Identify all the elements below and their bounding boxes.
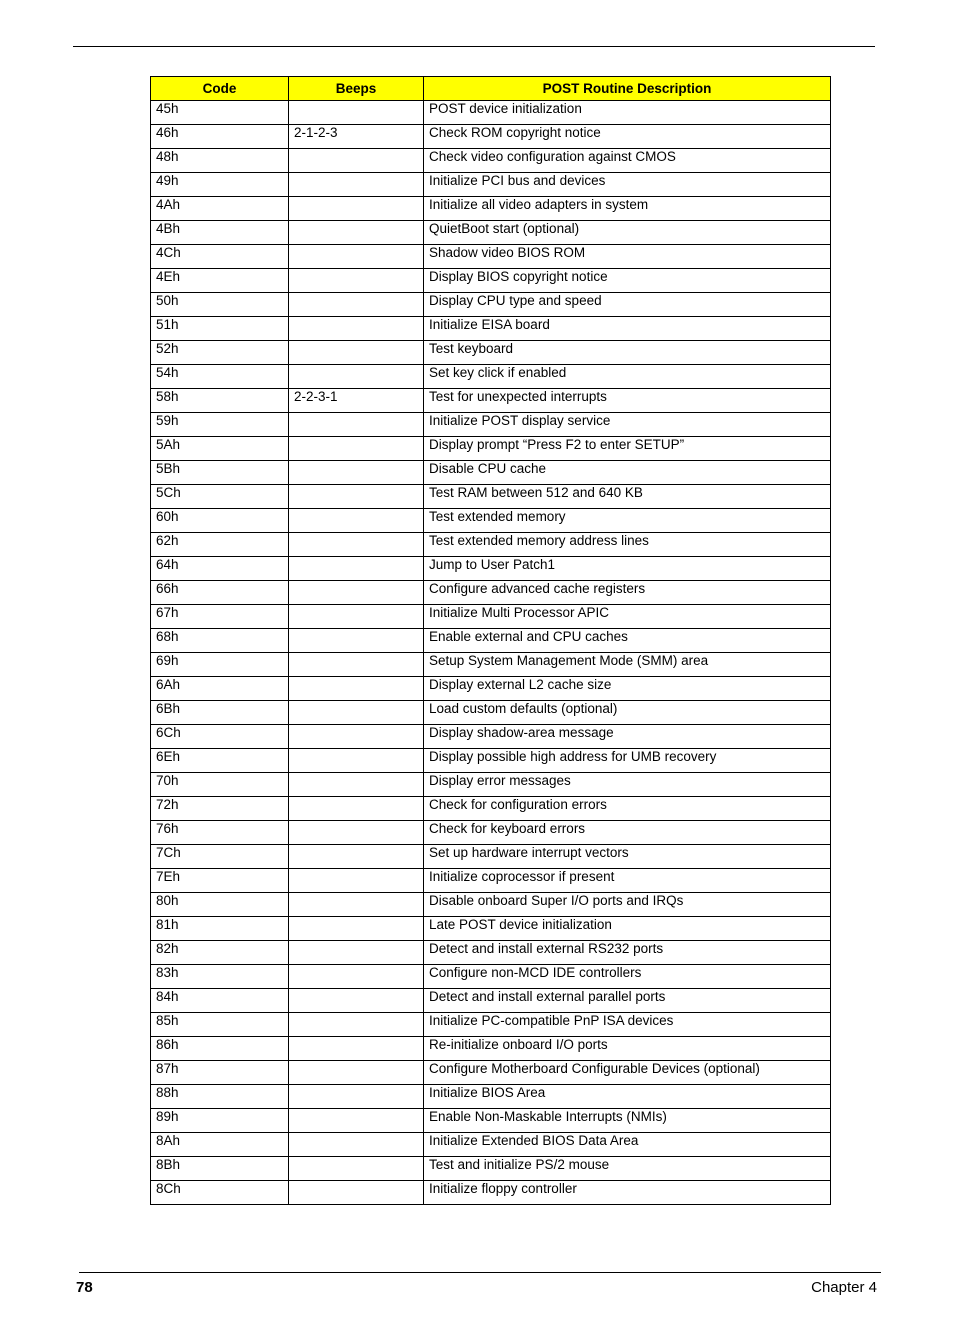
cell-description: Late POST device initialization (424, 917, 831, 941)
cell-description: Disable onboard Super I/O ports and IRQs (424, 893, 831, 917)
cell-code: 64h (151, 557, 289, 581)
cell-description: Enable external and CPU caches (424, 629, 831, 653)
cell-code: 70h (151, 773, 289, 797)
cell-code: 89h (151, 1109, 289, 1133)
table-row (151, 341, 831, 365)
cell-description: Initialize BIOS Area (424, 1085, 831, 1109)
cell-code: 59h (151, 413, 289, 437)
cell-code: 80h (151, 893, 289, 917)
cell-code: 5Ah (151, 437, 289, 461)
cell-description: Initialize EISA board (424, 317, 831, 341)
cell-beeps (289, 269, 424, 293)
table-row (151, 1061, 831, 1085)
table-row (151, 437, 831, 461)
table-row (151, 365, 831, 389)
cell-description: Display error messages (424, 773, 831, 797)
table-row (151, 821, 831, 845)
column-header-beeps: Beeps (289, 77, 424, 101)
cell-description: Initialize all video adapters in system (424, 197, 831, 221)
cell-description: Initialize floppy controller (424, 1181, 831, 1205)
cell-description: Display possible high address for UMB recovery (424, 749, 831, 773)
cell-beeps: 2-2-3-1 (289, 389, 424, 413)
cell-description: Enable Non-Maskable Interrupts (NMIs) (424, 1109, 831, 1133)
cell-description: Re-initialize onboard I/O ports (424, 1037, 831, 1061)
table-row (151, 845, 831, 869)
cell-beeps (289, 1085, 424, 1109)
cell-description: Initialize Multi Processor APIC (424, 605, 831, 629)
cell-code: 4Eh (151, 269, 289, 293)
table-row (151, 1157, 831, 1181)
table-row (151, 749, 831, 773)
cell-code: 6Bh (151, 701, 289, 725)
cell-description: Check ROM copyright notice (424, 125, 831, 149)
cell-description: Initialize POST display service (424, 413, 831, 437)
cell-code: 81h (151, 917, 289, 941)
cell-beeps (289, 749, 424, 773)
cell-code: 48h (151, 149, 289, 173)
table-row (151, 317, 831, 341)
table-row (151, 941, 831, 965)
cell-beeps (289, 893, 424, 917)
cell-code: 84h (151, 989, 289, 1013)
cell-beeps (289, 149, 424, 173)
cell-description: Test keyboard (424, 341, 831, 365)
table-row (151, 797, 831, 821)
table-row (151, 653, 831, 677)
cell-description: Jump to User Patch1 (424, 557, 831, 581)
cell-beeps (289, 605, 424, 629)
cell-code: 69h (151, 653, 289, 677)
table-row (151, 413, 831, 437)
cell-beeps (289, 629, 424, 653)
cell-description: Setup System Management Mode (SMM) area (424, 653, 831, 677)
cell-description: Set up hardware interrupt vectors (424, 845, 831, 869)
page-number: 78 (76, 1279, 93, 1296)
cell-beeps (289, 845, 424, 869)
cell-code: 86h (151, 1037, 289, 1061)
cell-beeps (289, 1133, 424, 1157)
cell-beeps (289, 821, 424, 845)
cell-code: 8Ch (151, 1181, 289, 1205)
table-row (151, 197, 831, 221)
table-row (151, 461, 831, 485)
cell-description: Display prompt “Press F2 to enter SETUP” (424, 437, 831, 461)
table-row (151, 269, 831, 293)
cell-beeps (289, 917, 424, 941)
cell-description: Display shadow-area message (424, 725, 831, 749)
cell-code: 72h (151, 797, 289, 821)
cell-code: 88h (151, 1085, 289, 1109)
cell-code: 4Ch (151, 245, 289, 269)
cell-description: Check video configuration against CMOS (424, 149, 831, 173)
post-codes-table (150, 76, 831, 1205)
table-row (151, 581, 831, 605)
cell-beeps (289, 485, 424, 509)
chapter-label: Chapter 4 (811, 1279, 877, 1296)
cell-code: 68h (151, 629, 289, 653)
cell-description: Configure non-MCD IDE controllers (424, 965, 831, 989)
cell-description: Test extended memory address lines (424, 533, 831, 557)
cell-description: Initialize coprocessor if present (424, 869, 831, 893)
cell-code: 51h (151, 317, 289, 341)
cell-code: 8Ah (151, 1133, 289, 1157)
cell-description: Check for keyboard errors (424, 821, 831, 845)
cell-beeps (289, 773, 424, 797)
cell-beeps (289, 437, 424, 461)
footer-rule (79, 1272, 881, 1273)
cell-code: 46h (151, 125, 289, 149)
table-row (151, 509, 831, 533)
cell-beeps (289, 101, 424, 125)
cell-beeps (289, 581, 424, 605)
cell-description: Load custom defaults (optional) (424, 701, 831, 725)
cell-code: 49h (151, 173, 289, 197)
table-row (151, 245, 831, 269)
cell-code: 67h (151, 605, 289, 629)
table-row (151, 677, 831, 701)
cell-code: 6Ch (151, 725, 289, 749)
table-row (151, 533, 831, 557)
cell-beeps (289, 509, 424, 533)
cell-beeps (289, 701, 424, 725)
table-row (151, 221, 831, 245)
cell-description: Test extended memory (424, 509, 831, 533)
cell-description: Configure Motherboard Configurable Devices (optional) (424, 1061, 831, 1085)
cell-beeps (289, 221, 424, 245)
header-rule (73, 46, 875, 47)
cell-code: 52h (151, 341, 289, 365)
table-row (151, 149, 831, 173)
table-row (151, 1181, 831, 1205)
cell-description: Display CPU type and speed (424, 293, 831, 317)
cell-code: 58h (151, 389, 289, 413)
table-row (151, 893, 831, 917)
cell-beeps (289, 725, 424, 749)
cell-code: 4Bh (151, 221, 289, 245)
cell-description: Check for configuration errors (424, 797, 831, 821)
table-row (151, 173, 831, 197)
table-row (151, 701, 831, 725)
table-row (151, 629, 831, 653)
cell-beeps: 2-1-2-3 (289, 125, 424, 149)
table-row (151, 389, 831, 413)
cell-beeps (289, 461, 424, 485)
table-row (151, 125, 831, 149)
cell-beeps (289, 533, 424, 557)
table-row (151, 989, 831, 1013)
cell-code: 54h (151, 365, 289, 389)
table-row (151, 605, 831, 629)
cell-description: Test RAM between 512 and 640 KB (424, 485, 831, 509)
table-row (151, 101, 831, 125)
cell-code: 4Ah (151, 197, 289, 221)
table-row (151, 485, 831, 509)
cell-description: Initialize Extended BIOS Data Area (424, 1133, 831, 1157)
table-row (151, 965, 831, 989)
cell-beeps (289, 869, 424, 893)
table-row (151, 917, 831, 941)
cell-beeps (289, 341, 424, 365)
cell-beeps (289, 1157, 424, 1181)
cell-beeps (289, 677, 424, 701)
column-header-code: Code (151, 77, 289, 101)
cell-beeps (289, 1109, 424, 1133)
table-row (151, 773, 831, 797)
cell-beeps (289, 1013, 424, 1037)
cell-beeps (289, 1061, 424, 1085)
cell-description: Detect and install external parallel ports (424, 989, 831, 1013)
cell-beeps (289, 317, 424, 341)
cell-beeps (289, 653, 424, 677)
cell-description: POST device initialization (424, 101, 831, 125)
cell-beeps (289, 941, 424, 965)
table-row (151, 557, 831, 581)
cell-description: Test and initialize PS/2 mouse (424, 1157, 831, 1181)
cell-code: 66h (151, 581, 289, 605)
table-row (151, 1013, 831, 1037)
column-header-description: POST Routine Description (424, 77, 831, 101)
cell-code: 82h (151, 941, 289, 965)
cell-beeps (289, 245, 424, 269)
cell-beeps (289, 173, 424, 197)
cell-code: 5Ch (151, 485, 289, 509)
table-row (151, 293, 831, 317)
table-row (151, 725, 831, 749)
cell-code: 83h (151, 965, 289, 989)
cell-beeps (289, 557, 424, 581)
table-row (151, 1109, 831, 1133)
cell-description: Display BIOS copyright notice (424, 269, 831, 293)
cell-beeps (289, 989, 424, 1013)
table-body (151, 101, 831, 1205)
cell-code: 7Eh (151, 869, 289, 893)
cell-code: 7Ch (151, 845, 289, 869)
cell-description: Display external L2 cache size (424, 677, 831, 701)
cell-beeps (289, 1037, 424, 1061)
cell-description: Initialize PCI bus and devices (424, 173, 831, 197)
cell-description: Configure advanced cache registers (424, 581, 831, 605)
cell-code: 85h (151, 1013, 289, 1037)
cell-code: 60h (151, 509, 289, 533)
cell-description: Disable CPU cache (424, 461, 831, 485)
cell-beeps (289, 365, 424, 389)
cell-beeps (289, 413, 424, 437)
cell-beeps (289, 197, 424, 221)
cell-beeps (289, 797, 424, 821)
cell-description: Shadow video BIOS ROM (424, 245, 831, 269)
cell-description: Test for unexpected interrupts (424, 389, 831, 413)
table-header-row (151, 77, 831, 101)
table-row (151, 1085, 831, 1109)
cell-beeps (289, 1181, 424, 1205)
cell-beeps (289, 293, 424, 317)
cell-description: Detect and install external RS232 ports (424, 941, 831, 965)
cell-code: 45h (151, 101, 289, 125)
cell-code: 8Bh (151, 1157, 289, 1181)
cell-description: QuietBoot start (optional) (424, 221, 831, 245)
cell-code: 62h (151, 533, 289, 557)
cell-code: 50h (151, 293, 289, 317)
cell-code: 87h (151, 1061, 289, 1085)
cell-beeps (289, 965, 424, 989)
table-row (151, 869, 831, 893)
cell-code: 6Eh (151, 749, 289, 773)
cell-code: 5Bh (151, 461, 289, 485)
table-row (151, 1133, 831, 1157)
cell-description: Set key click if enabled (424, 365, 831, 389)
table-row (151, 1037, 831, 1061)
cell-code: 76h (151, 821, 289, 845)
cell-code: 6Ah (151, 677, 289, 701)
cell-description: Initialize PC-compatible PnP ISA devices (424, 1013, 831, 1037)
